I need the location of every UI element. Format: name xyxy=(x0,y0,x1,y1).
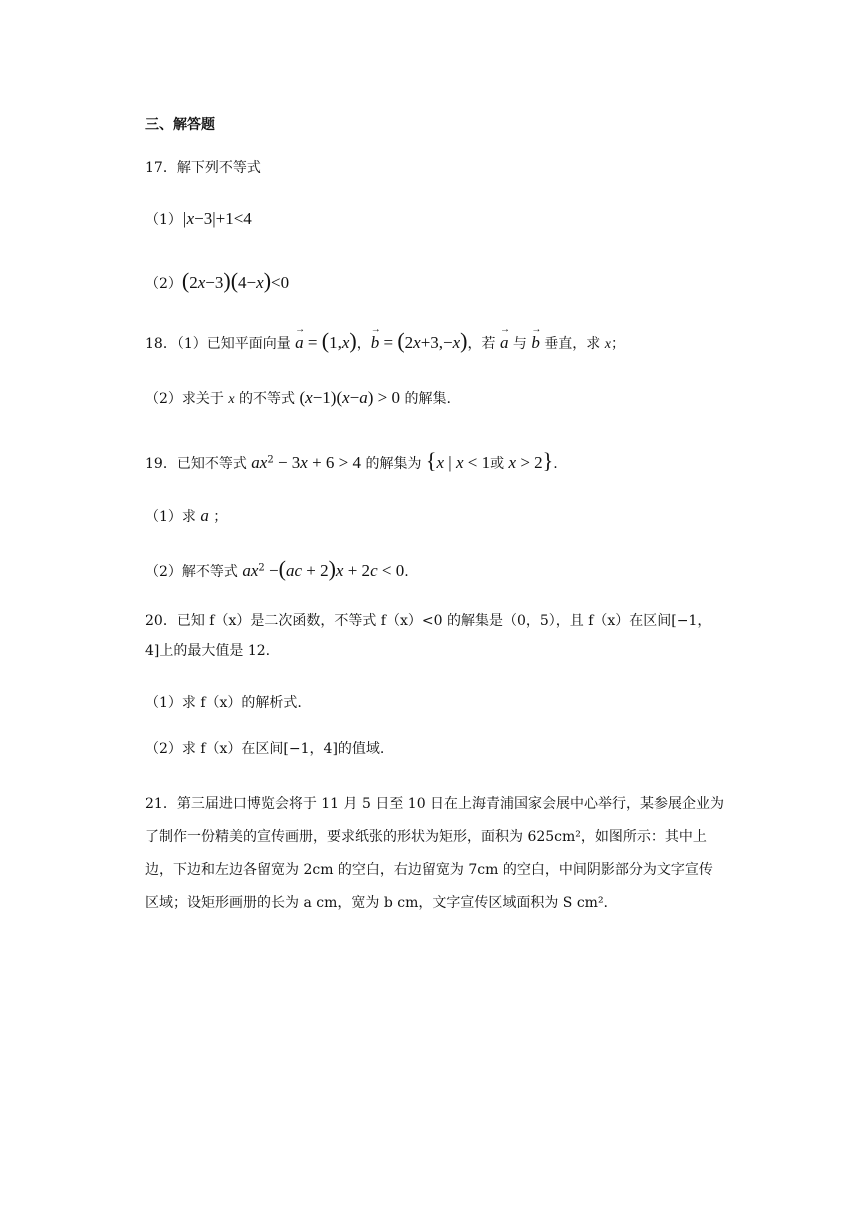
q17-title: 17．解下列不等式 xyxy=(145,160,261,176)
q21-text: 21．第三届进口博览会将于 11 月 5 日至 10 日在上海青浦国家会展中心举行，某参展企业为了制作一份精美的宣传画册，要求纸张的形状为矩形，面积为 625cm²，如图所示：其中上边，下边和左边各留宽为 2cm 的空白，右边留宽为 7cm 的空白，中间阴影部分为文字宣传区域；设矩形画册的长为 a cm，宽为 b cm，文字宣传区域面积为 S cm². xyxy=(145,796,725,911)
q20-part2: （2）求 f（x）在区间[−1，4]的值域. xyxy=(145,741,385,757)
q17-part1-label: （1） xyxy=(145,212,182,228)
q17-part1: （1）|x−3|+1<4 xyxy=(145,209,252,228)
section-heading: 三、解答题 xyxy=(145,117,215,133)
q19-part1: （1）求 a ； xyxy=(145,506,228,525)
q20-part1: （1）求 f（x）的解析式. xyxy=(145,695,302,711)
q17-part2: （2）(2x−3)(4−x)<0 xyxy=(145,268,290,293)
q18-part2: （2）求关于 x 的不等式 (x−1)(x−a) > 0 的解集. xyxy=(145,388,451,407)
q17-part2-label: （2） xyxy=(145,276,182,292)
q17-part1-math: |x xyxy=(181,209,195,228)
q19-part2: （2）解不等式 $ax^2 -(ac + 2)x + 2c < 0$. xyxy=(145,556,409,581)
q20-text: 20．已知 f（x）是二次函数，不等式 f（x）<0 的解集是（0，5），且 f（x）在区间[−1，4]上的最大值是 12. xyxy=(145,613,712,659)
q19-title: 19．已知不等式 $ax^2 - 3x + 6 > 4$ 的解集为 {x | x < 1或 x > 2}. xyxy=(145,448,558,473)
q18-part1: 18．（1）已知平面向量 → a = (1,x)，→ b = (2x+3,−x)，若 → a 与 → b 垂直，求 x； xyxy=(145,330,625,352)
